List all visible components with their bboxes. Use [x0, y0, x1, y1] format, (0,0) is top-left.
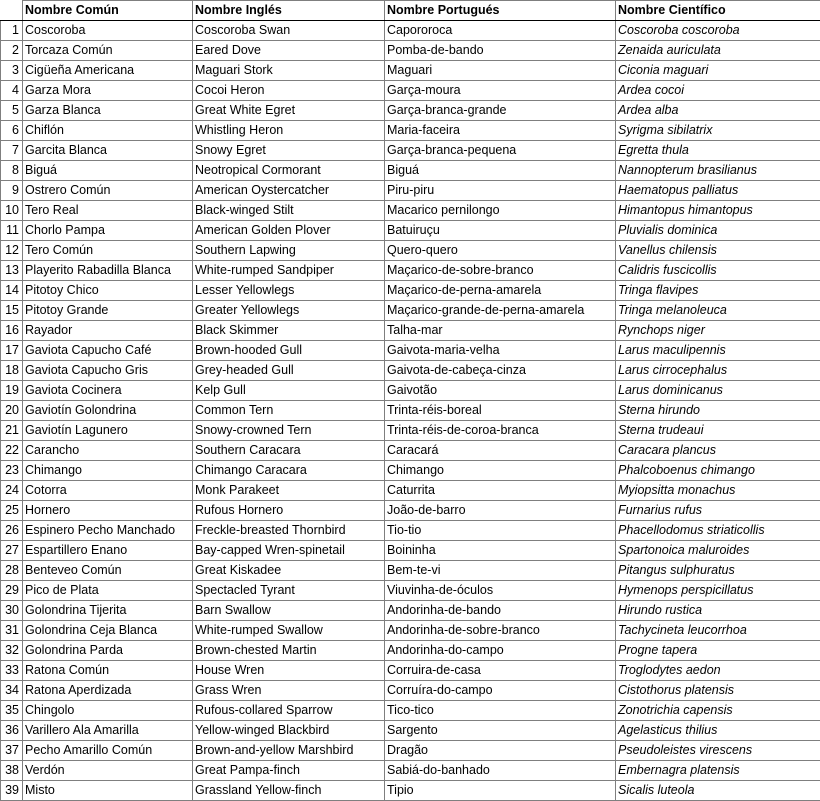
scientific-name-cell: Progne tapera: [616, 641, 820, 661]
table-row: [1, 161, 820, 181]
common-name-cell: Tero Común: [23, 241, 193, 261]
table-row: [1, 421, 820, 441]
portuguese-name-cell: Tio-tio: [385, 521, 616, 541]
portuguese-name-cell: Trinta-réis-de-coroa-branca: [385, 421, 616, 441]
scientific-name-cell: Cistothorus platensis: [616, 681, 820, 701]
common-name-cell: Chimango: [23, 461, 193, 481]
scientific-name-cell: Coscoroba coscoroba: [616, 21, 820, 41]
table-row: [1, 681, 820, 701]
table-row: [1, 501, 820, 521]
portuguese-name-cell: Piru-piru: [385, 181, 616, 201]
common-name-cell: Golondrina Tijerita: [23, 601, 193, 621]
table-row: [1, 621, 820, 641]
common-name-cell: Tero Real: [23, 201, 193, 221]
table-row: [1, 201, 820, 221]
common-name-cell: Chorlo Pampa: [23, 221, 193, 241]
common-name-cell: Garza Mora: [23, 81, 193, 101]
english-name-cell: Bay-capped Wren-spinetail: [193, 541, 385, 561]
row-number: 4: [1, 81, 23, 101]
common-name-cell: Espartillero Enano: [23, 541, 193, 561]
english-name-cell: Southern Caracara: [193, 441, 385, 461]
row-number: 36: [1, 721, 23, 741]
common-name-cell: Gaviotín Golondrina: [23, 401, 193, 421]
scientific-name-cell: Myiopsitta monachus: [616, 481, 820, 501]
header-row: [1, 1, 820, 21]
table-row: [1, 241, 820, 261]
common-name-cell: Playerito Rabadilla Blanca: [23, 261, 193, 281]
common-name-cell: Ostrero Común: [23, 181, 193, 201]
scientific-name-cell: Tachycineta leucorrhoa: [616, 621, 820, 641]
english-name-cell: Rufous Hornero: [193, 501, 385, 521]
english-name-cell: Rufous-collared Sparrow: [193, 701, 385, 721]
common-name-cell: Pitotoy Chico: [23, 281, 193, 301]
scientific-name-cell: Caracara plancus: [616, 441, 820, 461]
english-name-cell: Grassland Yellow-finch: [193, 781, 385, 801]
scientific-name-cell: Ardea cocoi: [616, 81, 820, 101]
english-name-cell: American Golden Plover: [193, 221, 385, 241]
scientific-name-cell: Himantopus himantopus: [616, 201, 820, 221]
row-number: 37: [1, 741, 23, 761]
row-number: 9: [1, 181, 23, 201]
common-name-cell: Cigüeña Americana: [23, 61, 193, 81]
scientific-name-cell: Furnarius rufus: [616, 501, 820, 521]
scientific-name-cell: Sterna trudeaui: [616, 421, 820, 441]
scientific-name-cell: Rynchops niger: [616, 321, 820, 341]
english-name-cell: Cocoi Heron: [193, 81, 385, 101]
english-name-cell: Barn Swallow: [193, 601, 385, 621]
row-number: 31: [1, 621, 23, 641]
english-name-cell: Spectacled Tyrant: [193, 581, 385, 601]
scientific-name-cell: Spartonoica maluroides: [616, 541, 820, 561]
portuguese-name-cell: Tipio: [385, 781, 616, 801]
table-row: [1, 701, 820, 721]
row-number: 29: [1, 581, 23, 601]
common-name-cell: Verdón: [23, 761, 193, 781]
table-row: [1, 21, 820, 41]
row-number: 11: [1, 221, 23, 241]
scientific-name-cell: Troglodytes aedon: [616, 661, 820, 681]
common-name-cell: Espinero Pecho Manchado: [23, 521, 193, 541]
scientific-name-cell: Zonotrichia capensis: [616, 701, 820, 721]
row-number: 2: [1, 41, 23, 61]
scientific-name-cell: Calidris fuscicollis: [616, 261, 820, 281]
table-row: [1, 221, 820, 241]
row-number: 22: [1, 441, 23, 461]
scientific-name-cell: Agelasticus thilius: [616, 721, 820, 741]
scientific-name-cell: Larus maculipennis: [616, 341, 820, 361]
row-number: 18: [1, 361, 23, 381]
portuguese-name-cell: Tico-tico: [385, 701, 616, 721]
row-number: 5: [1, 101, 23, 121]
table-row: [1, 781, 820, 801]
scientific-name-cell: Ardea alba: [616, 101, 820, 121]
scientific-name-cell: Sterna hirundo: [616, 401, 820, 421]
english-name-cell: American Oystercatcher: [193, 181, 385, 201]
common-name-cell: Cotorra: [23, 481, 193, 501]
table-row: [1, 121, 820, 141]
common-name-cell: Rayador: [23, 321, 193, 341]
common-name-cell: Gaviota Cocinera: [23, 381, 193, 401]
english-name-cell: Whistling Heron: [193, 121, 385, 141]
row-number: 12: [1, 241, 23, 261]
row-number: 1: [1, 21, 23, 41]
scientific-name-cell: Pitangus sulphuratus: [616, 561, 820, 581]
portuguese-name-cell: Caracará: [385, 441, 616, 461]
portuguese-name-cell: Quero-quero: [385, 241, 616, 261]
table-row: [1, 761, 820, 781]
row-number: 16: [1, 321, 23, 341]
table-row: [1, 401, 820, 421]
portuguese-name-cell: Andorinha-de-sobre-branco: [385, 621, 616, 641]
portuguese-name-cell: Gaivota-de-cabeça-cinza: [385, 361, 616, 381]
portuguese-name-cell: Macarico pernilongo: [385, 201, 616, 221]
table-row: [1, 461, 820, 481]
common-name-cell: Varillero Ala Amarilla: [23, 721, 193, 741]
english-name-cell: Monk Parakeet: [193, 481, 385, 501]
common-name-cell: Misto: [23, 781, 193, 801]
row-number: 8: [1, 161, 23, 181]
portuguese-name-cell: João-de-barro: [385, 501, 616, 521]
header-english-name: Nombre Inglés: [193, 1, 385, 21]
row-number: 21: [1, 421, 23, 441]
table-row: [1, 101, 820, 121]
portuguese-name-cell: Maria-faceira: [385, 121, 616, 141]
english-name-cell: Southern Lapwing: [193, 241, 385, 261]
common-name-cell: Pitotoy Grande: [23, 301, 193, 321]
portuguese-name-cell: Sargento: [385, 721, 616, 741]
english-name-cell: Yellow-winged Blackbird: [193, 721, 385, 741]
table-row: [1, 541, 820, 561]
row-number: 30: [1, 601, 23, 621]
row-number: 39: [1, 781, 23, 801]
row-number: 34: [1, 681, 23, 701]
row-number: 23: [1, 461, 23, 481]
portuguese-name-cell: Viuvinha-de-óculos: [385, 581, 616, 601]
table-row: [1, 561, 820, 581]
table-row: [1, 361, 820, 381]
table-body: [1, 21, 820, 801]
portuguese-name-cell: Maçarico-de-perna-amarela: [385, 281, 616, 301]
portuguese-name-cell: Corruíra-do-campo: [385, 681, 616, 701]
english-name-cell: Snowy Egret: [193, 141, 385, 161]
english-name-cell: Black-winged Stilt: [193, 201, 385, 221]
common-name-cell: Benteveo Común: [23, 561, 193, 581]
common-name-cell: Garcita Blanca: [23, 141, 193, 161]
scientific-name-cell: Hymenops perspicillatus: [616, 581, 820, 601]
common-name-cell: Golondrina Parda: [23, 641, 193, 661]
table-row: [1, 721, 820, 741]
english-name-cell: Chimango Caracara: [193, 461, 385, 481]
portuguese-name-cell: Boininha: [385, 541, 616, 561]
table-row: [1, 321, 820, 341]
table-row: [1, 481, 820, 501]
scientific-name-cell: Phacellodomus striaticollis: [616, 521, 820, 541]
table-row: [1, 301, 820, 321]
common-name-cell: Biguá: [23, 161, 193, 181]
english-name-cell: Brown-chested Martin: [193, 641, 385, 661]
english-name-cell: Grass Wren: [193, 681, 385, 701]
scientific-name-cell: Larus cirrocephalus: [616, 361, 820, 381]
table-row: [1, 741, 820, 761]
scientific-name-cell: Larus dominicanus: [616, 381, 820, 401]
header-scientific-name: Nombre Científico: [616, 1, 820, 21]
portuguese-name-cell: Pomba-de-bando: [385, 41, 616, 61]
english-name-cell: Brown-and-yellow Marshbird: [193, 741, 385, 761]
table-row: [1, 141, 820, 161]
table-row: [1, 581, 820, 601]
row-number: 38: [1, 761, 23, 781]
portuguese-name-cell: Batuiruçu: [385, 221, 616, 241]
portuguese-name-cell: Corruira-de-casa: [385, 661, 616, 681]
header-common-name: Nombre Común: [23, 1, 193, 21]
scientific-name-cell: Sicalis luteola: [616, 781, 820, 801]
common-name-cell: Chiflón: [23, 121, 193, 141]
table-row: [1, 601, 820, 621]
common-name-cell: Torcaza Común: [23, 41, 193, 61]
table-row: [1, 641, 820, 661]
english-name-cell: Great Pampa-finch: [193, 761, 385, 781]
english-name-cell: Coscoroba Swan: [193, 21, 385, 41]
common-name-cell: Carancho: [23, 441, 193, 461]
table-row: [1, 381, 820, 401]
table-row: [1, 261, 820, 281]
common-name-cell: Hornero: [23, 501, 193, 521]
table-row: [1, 521, 820, 541]
common-name-cell: Pecho Amarillo Común: [23, 741, 193, 761]
row-number: 20: [1, 401, 23, 421]
common-name-cell: Golondrina Ceja Blanca: [23, 621, 193, 641]
portuguese-name-cell: Capororoca: [385, 21, 616, 41]
scientific-name-cell: Pluvialis dominica: [616, 221, 820, 241]
portuguese-name-cell: Maguari: [385, 61, 616, 81]
row-number: 13: [1, 261, 23, 281]
portuguese-name-cell: Bem-te-vi: [385, 561, 616, 581]
portuguese-name-cell: Andorinha-de-bando: [385, 601, 616, 621]
common-name-cell: Gaviota Capucho Café: [23, 341, 193, 361]
portuguese-name-cell: Andorinha-do-campo: [385, 641, 616, 661]
portuguese-name-cell: Maçarico-grande-de-perna-amarela: [385, 301, 616, 321]
row-number: 33: [1, 661, 23, 681]
portuguese-name-cell: Chimango: [385, 461, 616, 481]
portuguese-name-cell: Gaivota-maria-velha: [385, 341, 616, 361]
row-number: 15: [1, 301, 23, 321]
scientific-name-cell: Embernagra platensis: [616, 761, 820, 781]
english-name-cell: Great White Egret: [193, 101, 385, 121]
english-name-cell: White-rumped Swallow: [193, 621, 385, 641]
portuguese-name-cell: Garça-branca-pequena: [385, 141, 616, 161]
table-row: [1, 181, 820, 201]
english-name-cell: Snowy-crowned Tern: [193, 421, 385, 441]
row-number: 27: [1, 541, 23, 561]
row-number: 3: [1, 61, 23, 81]
portuguese-name-cell: Dragão: [385, 741, 616, 761]
english-name-cell: Maguari Stork: [193, 61, 385, 81]
english-name-cell: Grey-headed Gull: [193, 361, 385, 381]
row-number: 6: [1, 121, 23, 141]
english-name-cell: Common Tern: [193, 401, 385, 421]
row-number: 14: [1, 281, 23, 301]
table-row: [1, 41, 820, 61]
row-number: 17: [1, 341, 23, 361]
common-name-cell: Ratona Común: [23, 661, 193, 681]
row-number: 10: [1, 201, 23, 221]
portuguese-name-cell: Garça-branca-grande: [385, 101, 616, 121]
table-row: [1, 341, 820, 361]
row-number: 32: [1, 641, 23, 661]
table-row: [1, 441, 820, 461]
scientific-name-cell: Hirundo rustica: [616, 601, 820, 621]
portuguese-name-cell: Talha-mar: [385, 321, 616, 341]
common-name-cell: Garza Blanca: [23, 101, 193, 121]
scientific-name-cell: Syrigma sibilatrix: [616, 121, 820, 141]
table-row: [1, 281, 820, 301]
common-name-cell: Gaviota Capucho Gris: [23, 361, 193, 381]
row-number: 28: [1, 561, 23, 581]
scientific-name-cell: Tringa melanoleuca: [616, 301, 820, 321]
english-name-cell: Neotropical Cormorant: [193, 161, 385, 181]
english-name-cell: Great Kiskadee: [193, 561, 385, 581]
row-number: 19: [1, 381, 23, 401]
portuguese-name-cell: Biguá: [385, 161, 616, 181]
scientific-name-cell: Egretta thula: [616, 141, 820, 161]
portuguese-name-cell: Gaivotão: [385, 381, 616, 401]
english-name-cell: Lesser Yellowlegs: [193, 281, 385, 301]
english-name-cell: Freckle-breasted Thornbird: [193, 521, 385, 541]
row-number: 24: [1, 481, 23, 501]
scientific-name-cell: Zenaida auriculata: [616, 41, 820, 61]
english-name-cell: White-rumped Sandpiper: [193, 261, 385, 281]
header-number: [1, 1, 23, 21]
english-name-cell: Kelp Gull: [193, 381, 385, 401]
table-row: [1, 61, 820, 81]
english-name-cell: Brown-hooded Gull: [193, 341, 385, 361]
common-name-cell: Ratona Aperdizada: [23, 681, 193, 701]
portuguese-name-cell: Garça-moura: [385, 81, 616, 101]
row-number: 26: [1, 521, 23, 541]
scientific-name-cell: Pseudoleistes virescens: [616, 741, 820, 761]
portuguese-name-cell: Maçarico-de-sobre-branco: [385, 261, 616, 281]
scientific-name-cell: Haematopus palliatus: [616, 181, 820, 201]
scientific-name-cell: Vanellus chilensis: [616, 241, 820, 261]
scientific-name-cell: Ciconia maguari: [616, 61, 820, 81]
common-name-cell: Coscoroba: [23, 21, 193, 41]
english-name-cell: Black Skimmer: [193, 321, 385, 341]
table-row: [1, 81, 820, 101]
english-name-cell: House Wren: [193, 661, 385, 681]
english-name-cell: Greater Yellowlegs: [193, 301, 385, 321]
common-name-cell: Pico de Plata: [23, 581, 193, 601]
row-number: 7: [1, 141, 23, 161]
portuguese-name-cell: Sabiá-do-banhado: [385, 761, 616, 781]
scientific-name-cell: Nannopterum brasilianus: [616, 161, 820, 181]
table-row: [1, 661, 820, 681]
scientific-name-cell: Tringa flavipes: [616, 281, 820, 301]
portuguese-name-cell: Caturrita: [385, 481, 616, 501]
common-name-cell: Gaviotín Lagunero: [23, 421, 193, 441]
row-number: 25: [1, 501, 23, 521]
portuguese-name-cell: Trinta-réis-boreal: [385, 401, 616, 421]
common-name-cell: Chingolo: [23, 701, 193, 721]
english-name-cell: Eared Dove: [193, 41, 385, 61]
scientific-name-cell: Phalcoboenus chimango: [616, 461, 820, 481]
header-portuguese-name: Nombre Portugués: [385, 1, 616, 21]
row-number: 35: [1, 701, 23, 721]
